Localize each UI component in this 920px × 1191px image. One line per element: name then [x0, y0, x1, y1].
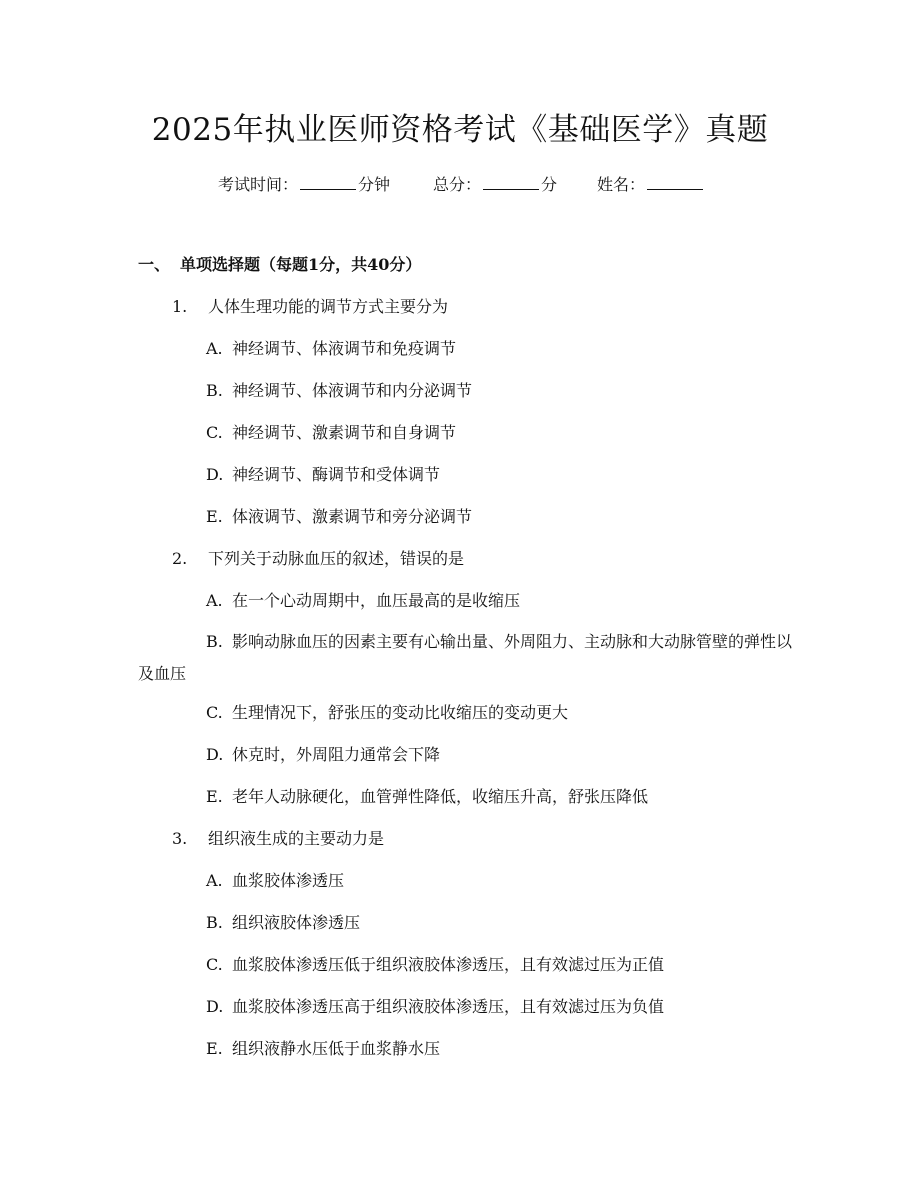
option-text: 神经调节、体液调节和免疫调节: [232, 339, 457, 358]
option-letter: D.: [206, 465, 224, 484]
total-score-unit: 分: [541, 175, 558, 194]
option-text: 生理情况下，舒张压的变动比收缩压的变动更大: [232, 703, 569, 722]
option-letter: A.: [206, 339, 223, 358]
option-text: 血浆胶体渗透压低于组织液胶体渗透压，且有效滤过压为正值: [232, 955, 665, 974]
option-text: 在一个心动周期中，血压最高的是收缩压: [232, 591, 521, 610]
option-text: 组织液胶体渗透压: [232, 913, 361, 932]
name-field: [597, 172, 705, 198]
option-text: 神经调节、酶调节和受体调节: [232, 465, 441, 484]
question-1-option-e[interactable]: [206, 504, 472, 530]
option-letter: E.: [206, 507, 223, 526]
option-letter: E.: [206, 787, 223, 806]
question-number: 1.: [172, 297, 188, 316]
question-3: [172, 826, 384, 852]
option-text: 神经调节、体液调节和内分泌调节: [232, 381, 473, 400]
option-letter: C.: [206, 423, 223, 442]
question-1-option-b[interactable]: [206, 378, 472, 404]
total-score-label: 总分：: [433, 175, 482, 194]
option-text: 神经调节、激素调节和自身调节: [232, 423, 457, 442]
question-text: 人体生理功能的调节方式主要分为: [208, 297, 449, 316]
section-heading: [138, 252, 421, 278]
question-3-option-d[interactable]: [206, 994, 664, 1020]
page-title: 2025年执业医师资格考试《基础医学》真题: [151, 112, 769, 148]
option-letter: E.: [206, 1039, 223, 1058]
option-letter: D.: [206, 745, 224, 764]
question-2-option-b[interactable]: [138, 626, 798, 690]
option-letter: A.: [206, 591, 223, 610]
question-text: 组织液生成的主要动力是: [208, 829, 385, 848]
section-title: 单项选择题（每题1分，共40分）: [180, 255, 422, 274]
option-text: 组织液静水压低于血浆静水压: [232, 1039, 441, 1058]
exam-time-blank[interactable]: [300, 173, 356, 190]
question-3-option-a[interactable]: [206, 868, 344, 894]
option-text: 体液调节、激素调节和旁分泌调节: [232, 507, 473, 526]
option-letter: B.: [206, 913, 223, 932]
option-text: 影响动脉血压的因素主要有心输出量、外周阻力、主动脉和大动脉管壁的弹性以及血压: [138, 632, 793, 683]
question-2-option-d[interactable]: [206, 742, 440, 768]
option-letter: D.: [206, 997, 224, 1016]
question-number: 2.: [172, 549, 188, 568]
name-blank[interactable]: [647, 173, 703, 190]
question-3-option-c[interactable]: [206, 952, 664, 978]
name-label: 姓名：: [597, 175, 646, 194]
option-letter: C.: [206, 703, 223, 722]
total-score-field: [433, 172, 557, 198]
option-letter: C.: [206, 955, 223, 974]
exam-time-field: [218, 172, 390, 198]
total-score-blank[interactable]: [483, 173, 539, 190]
option-letter: A.: [206, 871, 223, 890]
question-1-option-c[interactable]: [206, 420, 456, 446]
question-2: [172, 546, 464, 572]
section-number: 一、: [138, 255, 171, 274]
option-text: 血浆胶体渗透压: [232, 871, 345, 890]
option-text: 血浆胶体渗透压高于组织液胶体渗透压，且有效滤过压为负值: [232, 997, 665, 1016]
option-text: 老年人动脉硬化，血管弹性降低，收缩压升高，舒张压降低: [232, 787, 649, 806]
question-1: [172, 294, 448, 320]
exam-time-unit: 分钟: [358, 175, 391, 194]
question-number: 3.: [172, 829, 188, 848]
question-3-option-b[interactable]: [206, 910, 360, 936]
question-1-option-d[interactable]: [206, 462, 440, 488]
question-2-option-a[interactable]: [206, 588, 520, 614]
option-letter: B.: [206, 632, 223, 651]
question-1-option-a[interactable]: [206, 336, 456, 362]
option-letter: B.: [206, 381, 223, 400]
question-3-option-e[interactable]: [206, 1036, 440, 1062]
question-2-option-c[interactable]: [206, 700, 568, 726]
question-2-option-e[interactable]: [206, 784, 648, 810]
question-text: 下列关于动脉血压的叙述，错误的是: [208, 549, 465, 568]
option-text: 休克时，外周阻力通常会下降: [232, 745, 441, 764]
exam-time-label: 考试时间：: [218, 175, 299, 194]
